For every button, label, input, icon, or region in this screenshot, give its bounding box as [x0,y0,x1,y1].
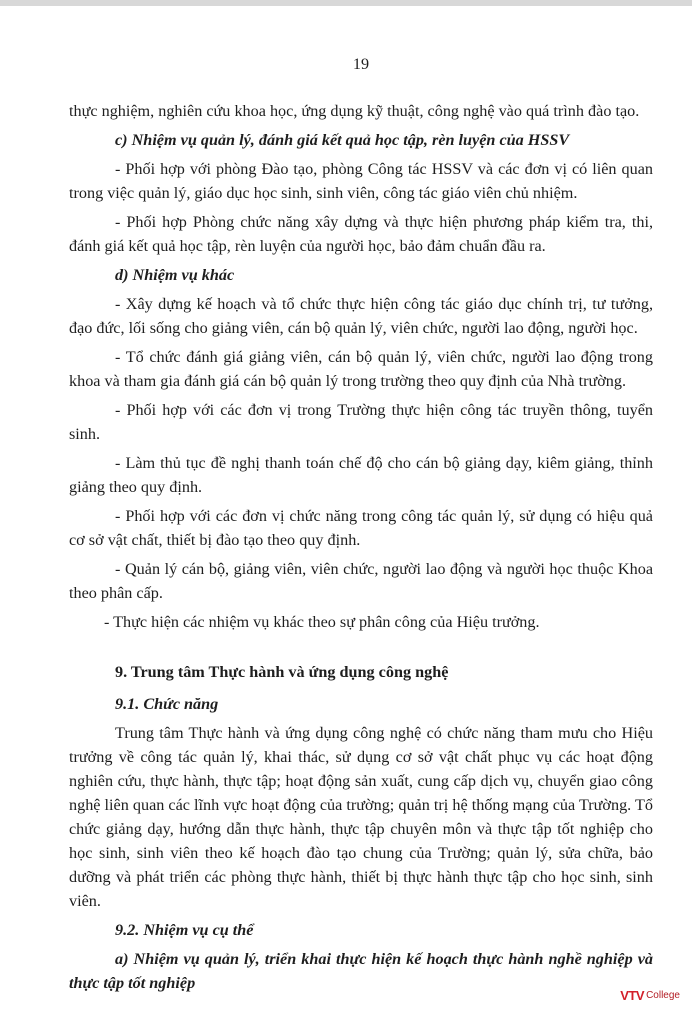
page-number: 19 [352,55,370,73]
item-d6: - Quản lý cán bộ, giảng viên, viên chức, người lao động và người học thuộc Khoa theo phân cấp. [69,560,653,602]
section-heading-9: 9. Trung tâm Thực hành và ứng dụng công nghệ [115,663,449,681]
item-d1: - Xây dựng kế hoạch và tổ chức thực hiện công tác giáo dục chính trị, tư tưởng, đạo đức, lối sống cho giảng viên, cán bộ quản lý, viên chức, người lao động, người học. [69,295,653,337]
watermark-college-text: College [646,990,680,1001]
item-d7: - Thực hiện các nhiệm vụ khác theo sự phân công của Hiệu trưởng. [104,613,540,631]
item-c1: - Phối hợp với phòng Đào tạo, phòng Công tác HSSV và các đơn vị có liên quan trong việc quản lý, giáo dục học sinh, sinh viên, công tác giáo viên chủ nhiệm. [69,160,653,202]
item-c2: - Phối hợp Phòng chức năng xây dựng và thực hiện phương pháp kiểm tra, thi, đánh giá kết quả học tập, rèn luyện của người học, bảo đảm chuẩn đầu ra. [69,213,653,255]
heading-9-2: 9.2. Nhiệm vụ cụ thể [115,921,254,939]
heading-9-1: 9.1. Chức năng [115,695,219,713]
document-page [69,52,653,1000]
item-d4: - Làm thủ tục đề nghị thanh toán chế độ cho cán bộ giảng dạy, kiêm giảng, thỉnh giảng theo quy định. [69,454,653,496]
paragraph-9-1: Trung tâm Thực hành và ứng dụng công nghệ có chức năng tham mưu cho Hiệu trưởng về công tác quản lý, khai thác, sử dụng cơ sở vật chất phục vụ các hoạt động nghiên cứu, thực hành, thực tập; hoạt động sản xuất, cung cấp dịch vụ, chuyển giao công nghệ liên quan các lĩnh vực hoạt động của trường; quản trị hệ thống mạng của Trường. Tổ chức giảng dạy, hướng dẫn thực hành, thực tập chuyên môn và thực tập tốt nghiệp cho học sinh, sinh viên theo kế hoạch đào tạo chung của Trường; quản lý, sửa chữa, bảo dưỡng và phát triển các phòng thực hành, thiết bị thực hành thực tập cho học sinh, sinh viên. [69,724,653,910]
vtv-logo: VTV [620,988,645,1003]
item-d2: - Tổ chức đánh giá giảng viên, cán bộ quản lý, viên chức, người lao động trong khoa và tham gia đánh giá cán bộ quản lý trong trường theo quy định của Nhà trường. [69,348,653,390]
heading-d: d) Nhiệm vụ khác [115,266,235,284]
heading-c: c) Nhiệm vụ quản lý, đánh giá kết quả học tập, rèn luyện của HSSV [115,131,570,149]
paragraph-continuation: thực nghiệm, nghiên cứu khoa học, ứng dụng kỹ thuật, công nghệ vào quá trình đào tạo. [69,102,640,120]
item-d5: - Phối hợp với các đơn vị chức năng trong công tác quản lý, sử dụng có hiệu quả cơ sở vật chất, thiết bị đào tạo theo quy định. [69,507,653,549]
item-d3: - Phối hợp với các đơn vị trong Trường thực hiện công tác truyền thông, tuyển sinh. [69,401,653,443]
heading-9-2-a: a) Nhiệm vụ quản lý, triển khai thực hiện kế hoạch thực hành nghề nghiệp và thực tập tốt nghiệp [69,950,653,992]
page-top-edge [0,0,692,6]
vtv-college-watermark [620,988,680,1003]
